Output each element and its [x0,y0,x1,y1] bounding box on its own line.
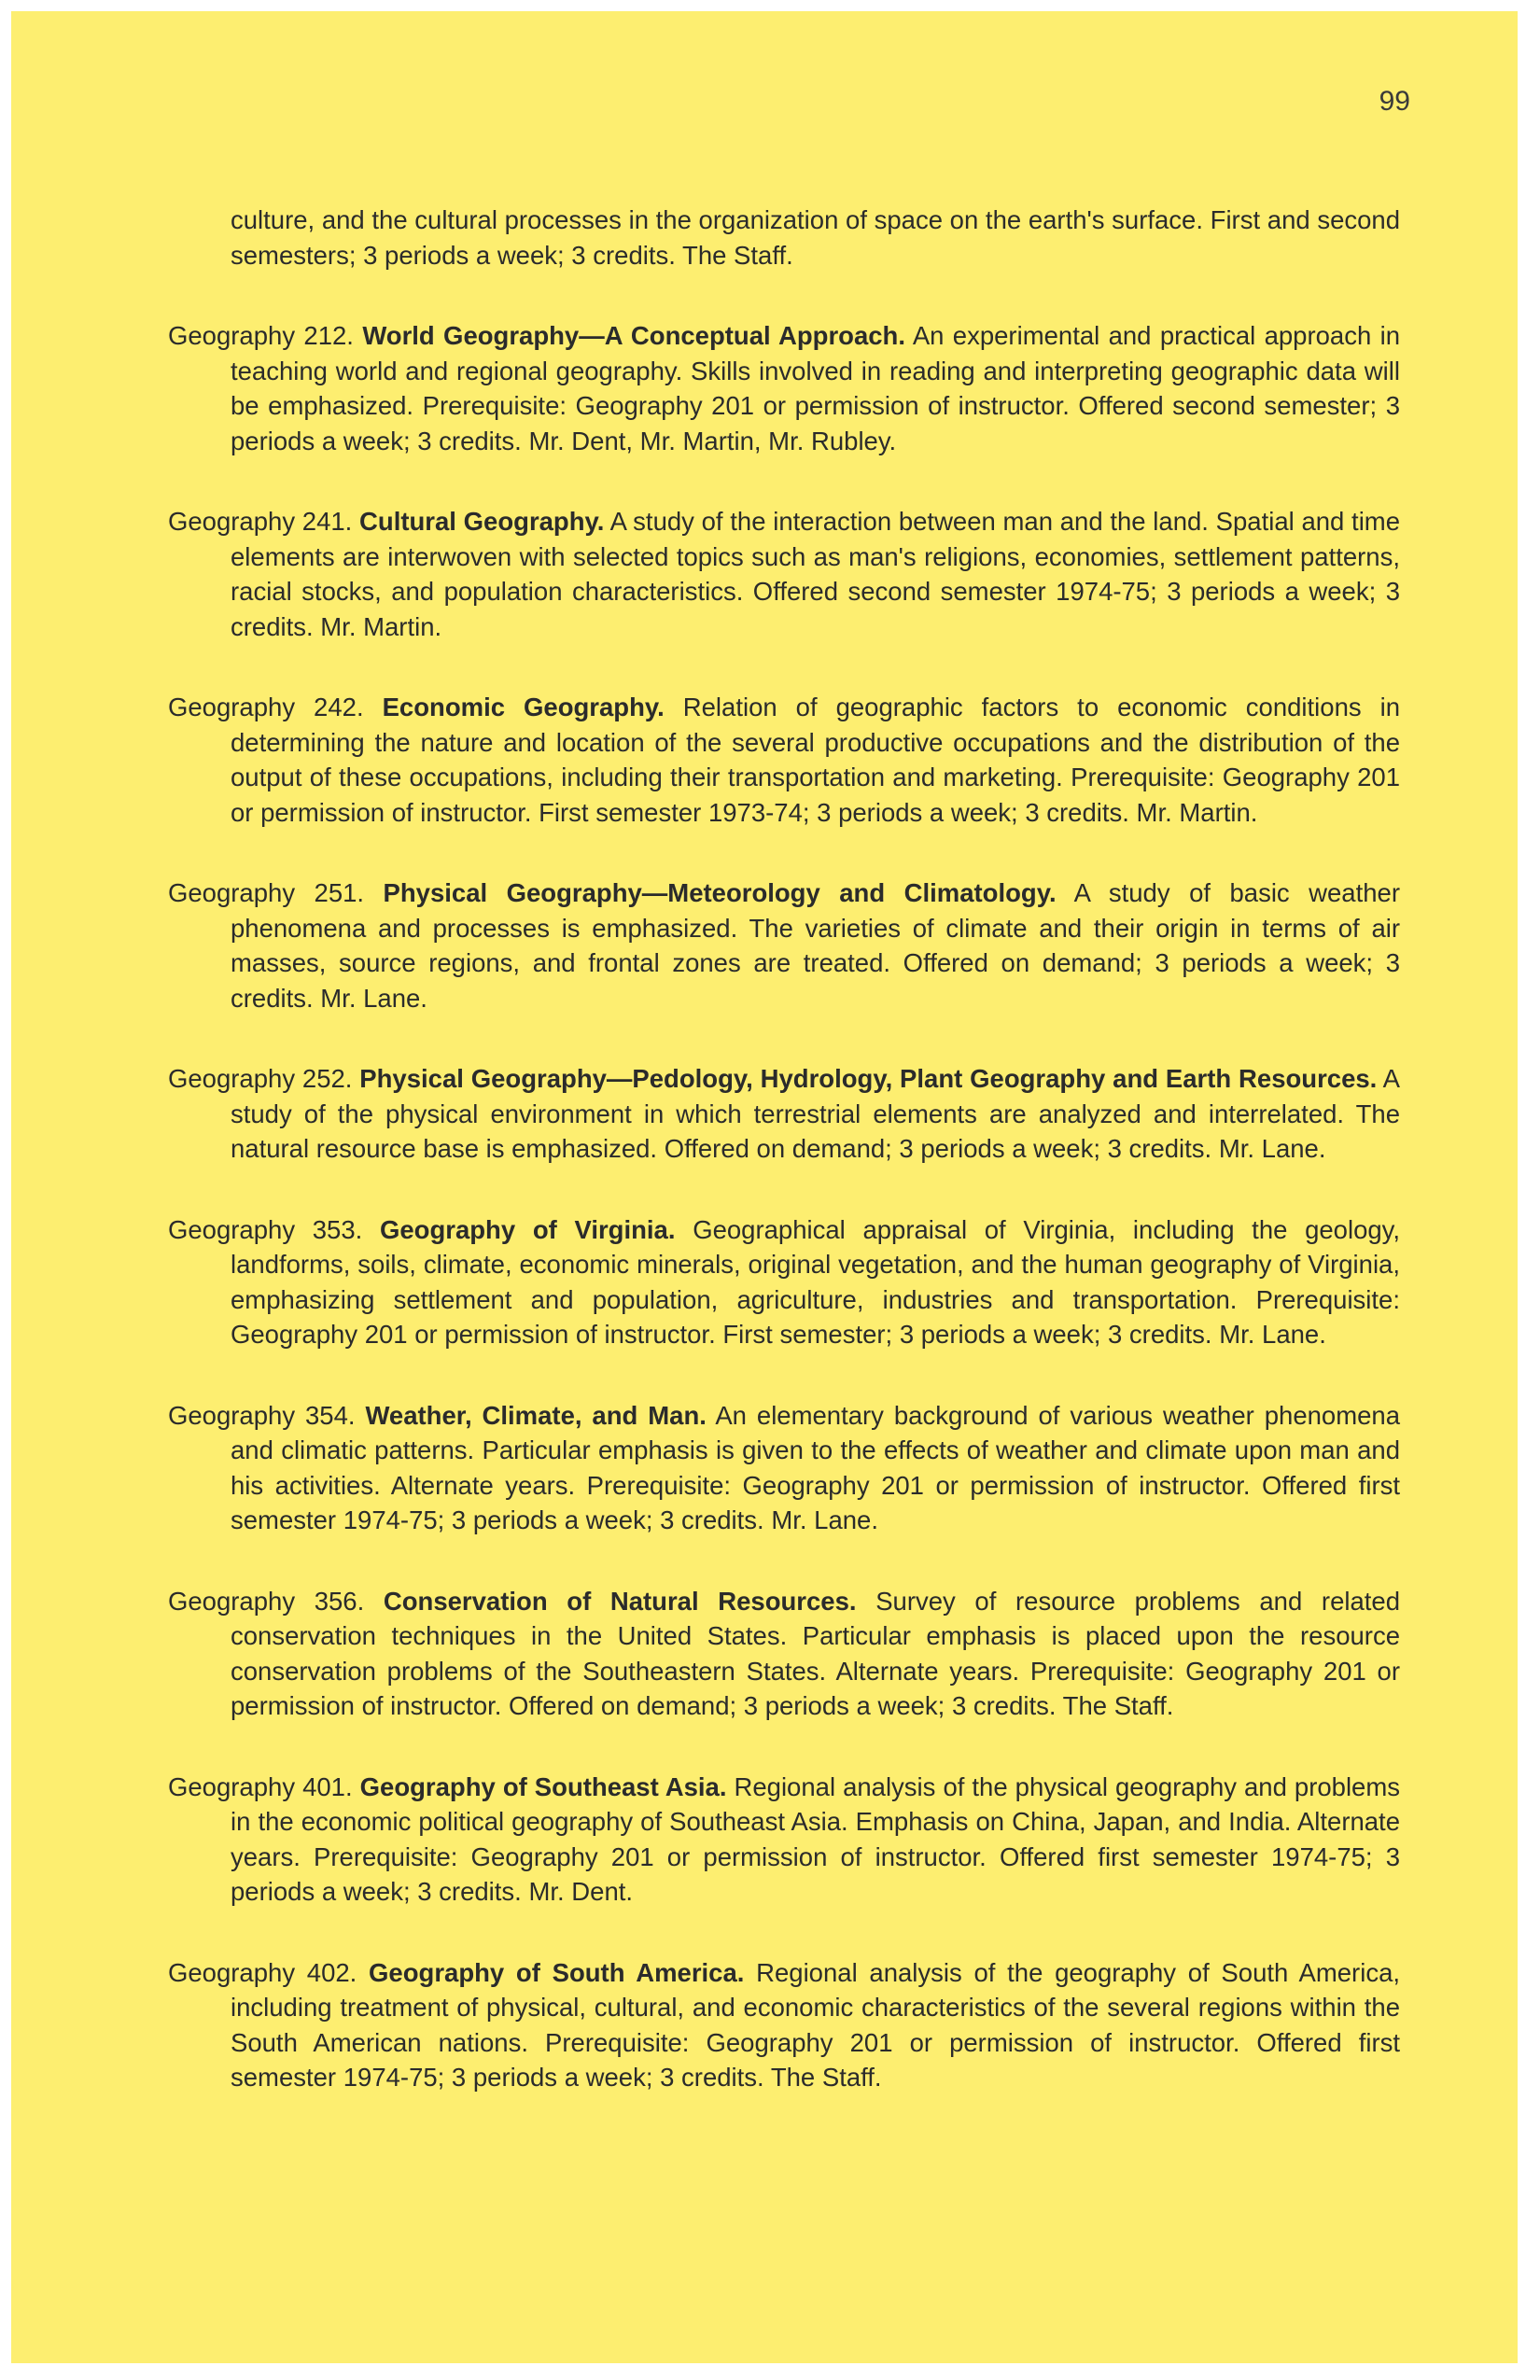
course-description: An elementary background of various weather phenomena and climatic patterns. Particular emphasis is given to the effects of weather and climate upon man and his activities. Alternate years. Prerequisite: Geography 201 or permission of instructor. Offered first semester 1974-75; 3 periods a week; 3 credits. Mr. Lane. [231,1400,1400,1534]
course-code: Geography 402. [168,1957,357,1987]
course-entry [168,504,1400,644]
course-title: Economic Geography. [382,693,665,721]
course-title: World Geography—A Conceptual Approach. [362,321,905,350]
course-description: Relation of geographic factors to economic conditions in determining the nature and location of the several productive occupations and the distribution of the output of these occupations, including their transportation and marketing. Prerequisite: Geography 201 or permission of instructor. First semester 1973-74; 3 periods a week; 3 credits. Mr. Martin. [231,693,1401,827]
course-title: Geography of South America. [369,1957,745,1987]
course-description: A study of the physical environment in which terrestrial elements are analyzed and interrelated. The natural resource base is emphasized. Offered on demand; 3 periods a week; 3 credits. Mr. Lane. [231,1064,1401,1163]
continued-description: culture, and the cultural processes in the organization of space on the earth's surface. First and second semesters; 3 periods a week; 3 credits. The Staff. [231,205,1400,270]
course-code: Geography 356. [168,1586,365,1616]
course-entry [168,690,1400,830]
course-entry [168,1398,1400,1538]
course-listing [168,203,1400,2141]
course-title: Geography of Southeast Asia. [359,1771,727,1801]
course-entry [168,1584,1400,1724]
course-code: Geography 212. [168,321,354,350]
course-title: Physical Geography—Pedology, Hydrology, Plant Geography and Earth Resources. [359,1064,1378,1093]
course-description: A study of basic weather phenomena and processes is emphasized. The varieties of climate and their origin in terms of air masses, source regions, and frontal zones are treated. Offered on demand; 3 periods a week; 3 credits. Mr. Lane. [231,878,1400,1013]
course-code: Geography 241. [168,507,353,536]
course-description: Regional analysis of the physical geography and problems in the economic political geography of Southeast Asia. Emphasis on China, Japan, and India. Alternate years. Prerequisite: Geography 201 or permission of instructor. Offered first semester 1974-75; 3 periods a week; 3 credits. Mr. Dent. [231,1771,1401,1906]
course-title: Weather, Climate, and Man. [365,1400,707,1430]
course-description: A study of the interaction between man and the land. Spatial and time elements are interwoven with selected topics such as man's religions, economies, settlement patterns, racial stocks, and population characteristics. Offered second semester 1974-75; 3 periods a week; 3 credits. Mr. Martin. [231,507,1400,641]
course-title: Geography of Virginia. [379,1214,676,1244]
course-entry [168,1955,1400,2095]
course-code: Geography 354. [168,1400,356,1430]
course-entry [168,318,1400,458]
catalog-page [11,11,1518,2363]
course-title: Physical Geography—Meteorology and Climatology. [383,878,1057,907]
course-list [168,318,1400,2095]
course-description: Survey of resource problems and related conservation techniques in the United States. Particular emphasis is placed upon the resource conservation problems of the Southeastern States. Alternate years. Prerequisite: Geography 201 or permission of instructor. Offered on demand; 3 periods a week; 3 credits. The Staff. [231,1586,1401,1720]
course-entry [168,1770,1400,1910]
course-title: Cultural Geography. [359,507,605,536]
course-code: Geography 242. [168,693,364,721]
page-number: 99 [1379,86,1410,117]
course-code: Geography 251. [168,878,365,907]
course-code: Geography 401. [168,1771,353,1801]
course-description: Geographical appraisal of Virginia, including the geology, landforms, soils, climate, economic minerals, original vegetation, and the human geography of Virginia, emphasizing settlement and population, agriculture, industries and transportation. Prerequisite: Geography 201 or permission of instructor. First semester; 3 periods a week; 3 credits. Mr. Lane. [231,1214,1401,1349]
course-code: Geography 252. [168,1064,353,1093]
course-entry [168,875,1400,1015]
course-description: An experimental and practical approach in teaching world and regional geography. Skills involved in reading and interpreting geographic data will be emphasized. Prerequisite: Geography 201 or permission of instructor. Offered second semester; 3 periods a week; 3 credits. Mr. Dent, Mr. Martin, Mr. Rubley. [231,321,1401,455]
course-description: Regional analysis of the geography of South America, including treatment of physical, cultural, and economic characteristics of the several regions within the South American nations. Prerequisite: Geography 201 or permission of instructor. Offered first semester 1974-75; 3 periods a week; 3 credits. The Staff. [231,1957,1400,2092]
course-entry [168,1061,1400,1167]
course-title: Conservation of Natural Resources. [383,1586,857,1616]
course-code: Geography 353. [168,1214,363,1244]
course-entry [168,1212,1400,1352]
